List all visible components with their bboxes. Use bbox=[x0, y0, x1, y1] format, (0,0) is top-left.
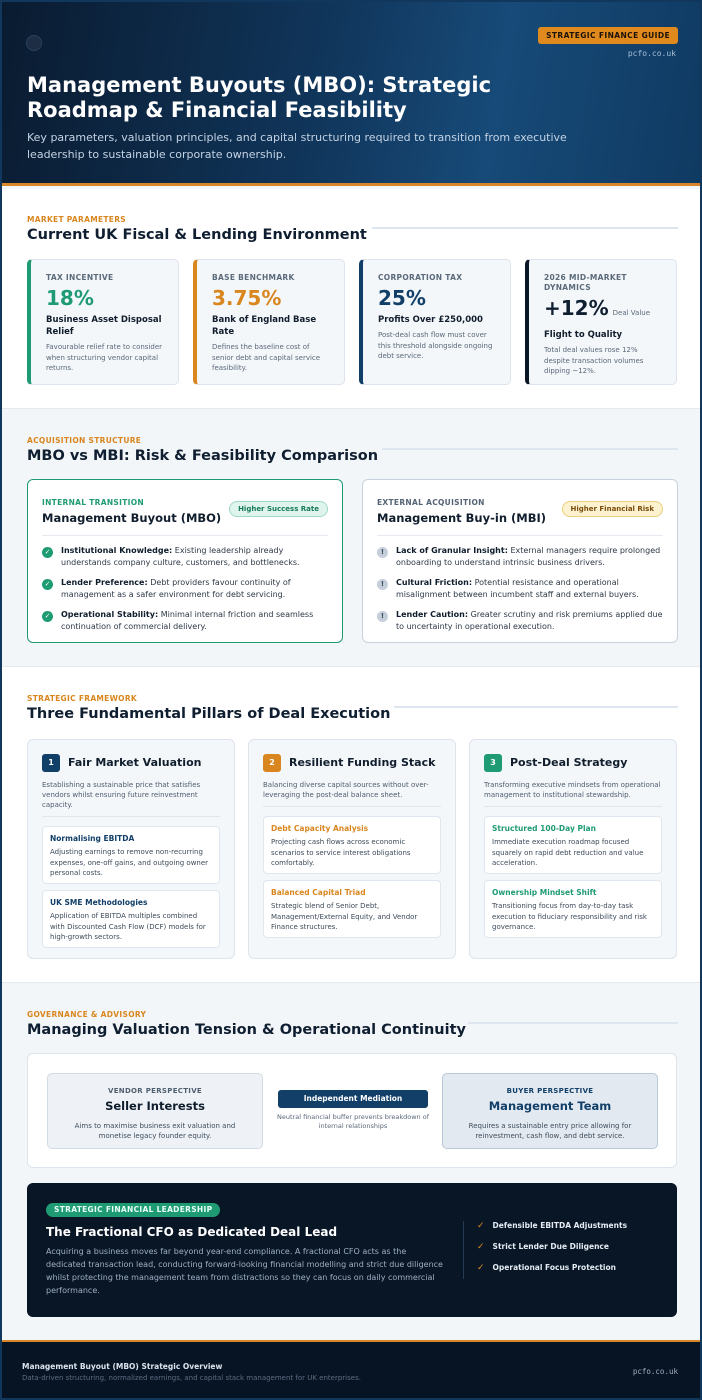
item-text: Transitioning focus from day-to-day task execution to fiduciary responsibility and risk governance. bbox=[492, 902, 647, 931]
section-title: MBO vs MBI: Risk & Feasibility Comparison bbox=[27, 448, 379, 464]
stat-value: 18% bbox=[46, 286, 94, 310]
mbi-point bbox=[377, 545, 663, 569]
section-eyebrow: ACQUISITION STRUCTURE bbox=[27, 436, 142, 445]
success-rate-badge: Higher Success Rate bbox=[229, 501, 328, 517]
pillar-title: Post-Deal Strategy bbox=[510, 756, 628, 769]
point-text: External managers require prolonged onboarding to understand intrinsic business drivers. bbox=[396, 546, 661, 567]
cfo-title: The Fractional CFO as Dedicated Deal Lead bbox=[46, 1225, 338, 1239]
box-title: Management Team bbox=[488, 1099, 612, 1113]
item-text: Projecting cash flows across economic scenarios to service interest obligations comfortably. bbox=[271, 838, 411, 867]
item-text: Adjusting earnings to remove non-recurring expenses, one-off gains, and outgoing owner personal costs. bbox=[50, 848, 209, 877]
pillar-number: 1 bbox=[42, 754, 60, 772]
governance-section bbox=[2, 983, 700, 1340]
checklist-item bbox=[477, 1263, 627, 1284]
footer-subtitle: Data-driven structuring, normalized earnings, and capital stack management for UK enterprises. bbox=[22, 1374, 361, 1382]
check-icon: ✓ bbox=[477, 1221, 485, 1231]
stat-card-tax-incentive bbox=[27, 259, 179, 385]
guide-badge: STRATEGIC FINANCE GUIDE bbox=[538, 27, 678, 44]
mediation-note: Neutral financial buffer prevents breakdown of internal relationships bbox=[277, 1113, 429, 1130]
point-text: Existing leadership already understands company culture, customers, and bottlenecks. bbox=[61, 546, 300, 567]
management-team-box bbox=[442, 1073, 658, 1149]
box-description: Aims to maximise business exit valuation and monetise legacy founder equity. bbox=[74, 1122, 236, 1140]
card-title: Management Buy-in (MBI) bbox=[377, 511, 547, 525]
leadership-tag: STRATEGIC FINANCIAL LEADERSHIP bbox=[46, 1203, 220, 1217]
hero-header bbox=[2, 2, 700, 186]
stat-unit: Deal Value bbox=[612, 309, 651, 317]
stat-label: CORPORATION TAX bbox=[378, 273, 463, 282]
independent-mediation-label: Independent Mediation bbox=[278, 1090, 428, 1108]
item-head: Balanced Capital Triad bbox=[271, 888, 366, 897]
section-eyebrow: STRATEGIC FRAMEWORK bbox=[27, 694, 138, 703]
warning-icon: ! bbox=[377, 579, 388, 590]
stat-label: BASE BENCHMARK bbox=[212, 273, 295, 282]
page-subtitle: Key parameters, valuation principles, and capital structuring required to transition from executive leadership to sustainable corporate ownership. bbox=[27, 131, 567, 161]
point-text: Minimal internal friction and seamless continuation of commercial delivery. bbox=[61, 610, 314, 631]
stat-value: 3.75% bbox=[212, 286, 282, 310]
seller-interests-box bbox=[47, 1073, 263, 1149]
section-rule bbox=[382, 448, 678, 450]
item-head: Ownership Mindset Shift bbox=[492, 888, 597, 897]
financial-risk-badge: Higher Financial Risk bbox=[562, 501, 663, 517]
divider bbox=[463, 1221, 464, 1279]
pillar-item bbox=[263, 880, 441, 938]
mbi-point bbox=[377, 609, 663, 633]
item-head: UK SME Methodologies bbox=[50, 898, 148, 907]
section-rule bbox=[394, 706, 678, 708]
point-head: Lender Caution: bbox=[396, 610, 469, 619]
pillar-title: Resilient Funding Stack bbox=[289, 756, 436, 769]
cfo-description: Acquiring a business moves far beyond year-end compliance. A fractional CFO acts as the dedicated transaction lead, conducting forward-looking financial modelling and strict due diligence whilst protecting the management team from distractions so they can focus on daily commercial performance. bbox=[46, 1247, 443, 1295]
page-footer bbox=[2, 1340, 700, 1398]
pillar-item bbox=[484, 880, 662, 938]
check-icon: ✓ bbox=[477, 1242, 485, 1252]
checklist-item bbox=[477, 1242, 627, 1263]
pillar-item bbox=[42, 826, 220, 884]
mbo-point bbox=[42, 609, 328, 633]
point-head: Institutional Knowledge: bbox=[61, 546, 173, 555]
site-url[interactable]: pcfo.co.uk bbox=[627, 49, 676, 58]
stat-value-number: +12% bbox=[544, 296, 609, 320]
box-description: Requires a sustainable entry price allowing for reinvestment, cash flow, and debt service. bbox=[468, 1122, 632, 1140]
stat-description: Total deal values rose 12% despite transaction volumes dipping ~12%. bbox=[544, 346, 644, 375]
item-head: Normalising EBITDA bbox=[50, 834, 135, 843]
section-rule bbox=[468, 1022, 678, 1024]
acquisition-section bbox=[2, 409, 700, 667]
item-text: Strategic blend of Senior Debt, Management/External Equity, and Vendor Finance structures. bbox=[271, 902, 418, 931]
mbo-point bbox=[42, 577, 328, 601]
stat-value: 25% bbox=[378, 286, 426, 310]
cfo-checklist bbox=[477, 1221, 627, 1284]
pillar-description: Establishing a sustainable price that satisfies vendors whilst ensuring future reinvestment capacity. bbox=[42, 781, 201, 809]
stat-label: TAX INCENTIVE bbox=[46, 273, 114, 282]
item-text: Immediate execution roadmap focused squarely on rapid debt reduction and value acceleration. bbox=[492, 838, 644, 867]
market-section bbox=[2, 189, 700, 409]
pillar-post-deal bbox=[469, 739, 677, 959]
point-text: Debt providers favour continuity of management as a safer environment for debt servicing. bbox=[61, 578, 291, 599]
mbi-point bbox=[377, 577, 663, 601]
pillar-funding bbox=[248, 739, 456, 959]
point-head: Operational Stability: bbox=[61, 610, 159, 619]
divider bbox=[42, 816, 220, 817]
card-kicker: EXTERNAL ACQUISITION bbox=[377, 498, 485, 507]
checklist-label: Strict Lender Due Diligence bbox=[492, 1242, 609, 1251]
pillar-item bbox=[42, 890, 220, 948]
section-title: Managing Valuation Tension & Operational Continuity bbox=[27, 1022, 466, 1038]
card-title: Management Buyout (MBO) bbox=[42, 511, 222, 525]
box-kicker: VENDOR PERSPECTIVE bbox=[107, 1087, 203, 1095]
point-text: Greater scrutiny and risk premiums applied due to uncertainty in operational execution. bbox=[396, 610, 663, 631]
section-title: Current UK Fiscal & Lending Environment bbox=[27, 227, 367, 243]
logo-dot-icon bbox=[26, 35, 42, 51]
point-text: Potential resistance and operational misalignment between incumbent staff and external buyers. bbox=[396, 578, 639, 599]
check-icon: ✓ bbox=[477, 1263, 485, 1273]
divider bbox=[42, 535, 328, 536]
checklist-label: Operational Focus Protection bbox=[492, 1263, 616, 1272]
framework-section bbox=[2, 667, 700, 983]
checklist-label: Defensible EBITDA Adjustments bbox=[492, 1221, 628, 1230]
card-kicker: INTERNAL TRANSITION bbox=[42, 498, 144, 507]
item-text: Application of EBITDA multiples combined with Discounted Cash Flow (DCF) models for high-growth sectors. bbox=[50, 912, 206, 941]
section-eyebrow: GOVERNANCE & ADVISORY bbox=[27, 1010, 147, 1019]
divider bbox=[263, 806, 441, 807]
section-title: Three Fundamental Pillars of Deal Execution bbox=[27, 706, 391, 722]
check-icon: ✓ bbox=[42, 579, 53, 590]
page-title: Management Buyouts (MBO): Strategic Roadmap & Financial Feasibility bbox=[27, 73, 492, 122]
divider bbox=[377, 535, 663, 536]
stat-card-corporation-tax bbox=[359, 259, 511, 385]
stat-description: Defines the baseline cost of senior debt and capital service feasibility. bbox=[212, 343, 321, 372]
warning-icon: ! bbox=[377, 547, 388, 558]
valuation-tension-diagram bbox=[27, 1053, 677, 1168]
pillar-item bbox=[263, 816, 441, 874]
stat-card-mid-market bbox=[525, 259, 677, 385]
mbo-point bbox=[42, 545, 328, 569]
divider bbox=[484, 806, 662, 807]
stat-value bbox=[544, 295, 662, 326]
pillar-valuation bbox=[27, 739, 235, 959]
box-title: Seller Interests bbox=[105, 1099, 205, 1113]
pillar-item bbox=[484, 816, 662, 874]
point-head: Lack of Granular Insight: bbox=[396, 546, 508, 555]
pillar-description: Transforming executive mindsets from operational management to institutional stewardship. bbox=[484, 781, 661, 799]
section-eyebrow: MARKET PARAMETERS bbox=[27, 215, 126, 224]
section-rule bbox=[372, 227, 678, 229]
footer-site-link[interactable]: pcfo.co.uk bbox=[632, 1367, 678, 1376]
pillar-title: Fair Market Valuation bbox=[68, 756, 202, 769]
stat-subtitle: Profits Over £250,000 bbox=[378, 315, 483, 325]
pillar-description: Balancing diverse capital sources without over-leveraging the post-deal balance sheet. bbox=[263, 781, 429, 799]
stat-card-base-benchmark bbox=[193, 259, 345, 385]
mbi-card bbox=[362, 479, 678, 643]
item-head: Debt Capacity Analysis bbox=[271, 824, 369, 833]
point-head: Cultural Friction: bbox=[396, 578, 473, 587]
warning-icon: ! bbox=[377, 611, 388, 622]
mbo-card bbox=[27, 479, 343, 643]
check-icon: ✓ bbox=[42, 611, 53, 622]
stat-subtitle: Flight to Quality bbox=[544, 330, 623, 340]
stat-description: Favourable relief rate to consider when structuring vendor capital returns. bbox=[46, 343, 163, 372]
fractional-cfo-panel bbox=[27, 1183, 677, 1317]
stat-subtitle: Business Asset Disposal Relief bbox=[46, 315, 162, 337]
box-kicker: BUYER PERSPECTIVE bbox=[506, 1087, 594, 1095]
pillar-number: 3 bbox=[484, 754, 502, 772]
footer-title: Management Buyout (MBO) Strategic Overview bbox=[22, 1362, 223, 1371]
point-head: Lender Preference: bbox=[61, 578, 148, 587]
stat-label: 2026 MID-MARKET DYNAMICS bbox=[544, 273, 627, 292]
checklist-item bbox=[477, 1221, 627, 1242]
item-head: Structured 100-Day Plan bbox=[492, 824, 596, 833]
check-icon: ✓ bbox=[42, 547, 53, 558]
stat-subtitle: Bank of England Base Rate bbox=[212, 315, 317, 337]
stat-description: Post-deal cash flow must cover this threshold alongside ongoing debt service. bbox=[378, 331, 493, 360]
pillar-number: 2 bbox=[263, 754, 281, 772]
